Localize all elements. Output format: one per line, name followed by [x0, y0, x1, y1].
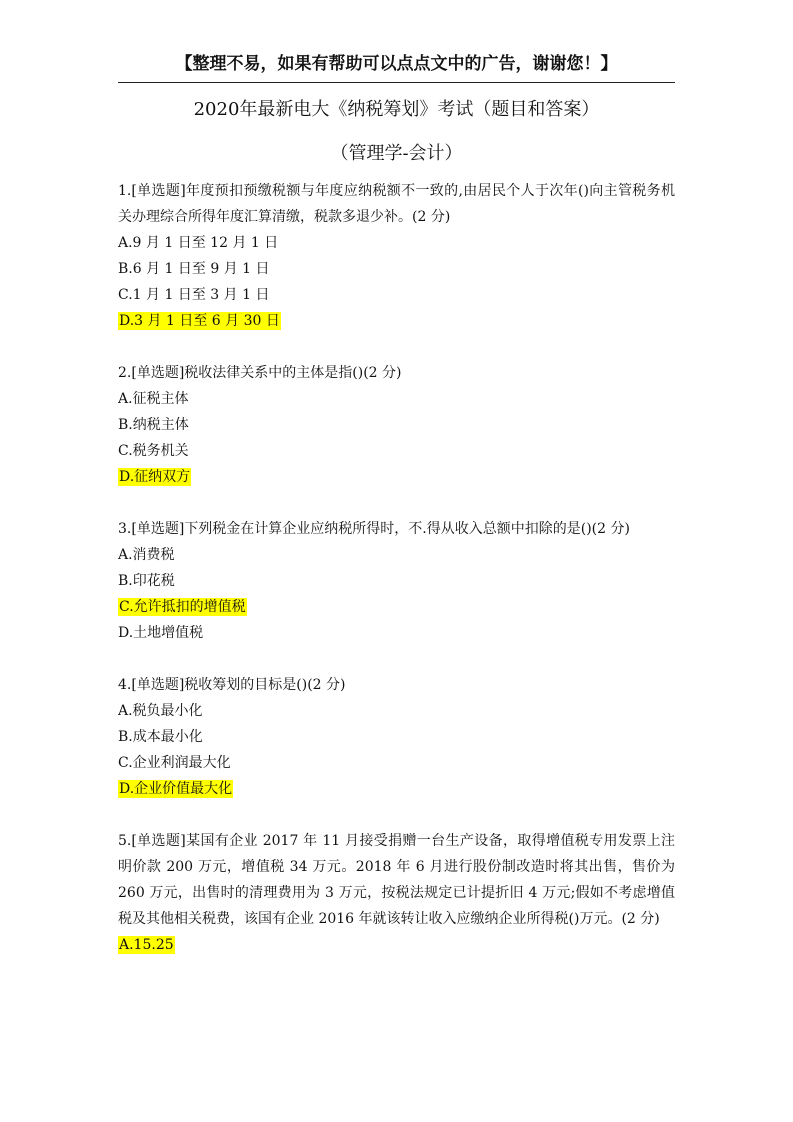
option-a: A.征税主体: [118, 391, 189, 407]
option-a-answer: [118, 932, 675, 958]
answer-highlight: A.15.25: [119, 937, 174, 953]
option-b: B.成本最小化: [118, 729, 203, 745]
question-2: [118, 360, 675, 490]
option-d-answer: [118, 308, 675, 334]
question-stem: 1.[单选题]年度预扣预缴税额与年度应纳税额不一致的,由居民个人于次年()向主管税务机关办理综合所得年度汇算清缴，税款多退少补。(2 分): [118, 183, 675, 225]
header-note: 【整理不易，如果有帮助可以点点文中的广告，谢谢您！】: [175, 54, 618, 74]
question-4: [118, 672, 675, 802]
option-a: A.税负最小化: [118, 703, 203, 719]
option-a: A.消费税: [118, 547, 175, 563]
option-c: C.企业利润最大化: [118, 755, 231, 771]
question-stem: 4.[单选题]税收筹划的目标是()(2 分): [118, 677, 346, 693]
question-list: [118, 178, 675, 984]
answer-highlight: D.企业价值最大化: [119, 781, 233, 797]
question-stem: 3.[单选题]下列税金在计算企业应纳税所得时，不.得从收入总额中扣除的是()(2 分): [118, 521, 630, 537]
option-b: B.印花税: [118, 573, 175, 589]
option-d: D.土地增值税: [118, 625, 204, 641]
document-title: 2020年最新电大《纳税筹划》考试（题目和答案）: [193, 99, 600, 120]
header-divider: [118, 82, 675, 83]
question-stem: 2.[单选题]税收法律关系中的主体是指()(2 分): [118, 365, 402, 381]
answer-highlight: C.允许抵扣的增值税: [119, 599, 246, 615]
option-d-answer: [118, 464, 675, 490]
question-3: [118, 516, 675, 646]
option-c: C.税务机关: [118, 443, 189, 459]
question-stem: 5.[单选题]某国有企业 2017 年 11 月接受捐赠一台生产设备，取得增值税专用发票上注明价款 200 万元，增值税 34 万元。2018 年 6 月进行股份制改造时将其出售，售价为 260 万元，出售时的清理费用为 3 万元，按税法规定已计提折旧 4 万元;假如不考虑增值税及其他相关税费，该国有企业 2016 年就该转让收入应缴纳企业所得税()万元。(2 分): [118, 833, 675, 927]
option-b: B.6 月 1 日至 9 月 1 日: [118, 261, 270, 277]
answer-highlight: D.征纳双方: [119, 469, 191, 485]
option-c: C.1 月 1 日至 3 月 1 日: [118, 287, 270, 303]
option-d-answer: [118, 776, 675, 802]
document-subtitle: （管理学-会计）: [330, 143, 463, 164]
question-5: [118, 828, 675, 958]
option-c-answer: [118, 594, 675, 620]
option-b: B.纳税主体: [118, 417, 189, 433]
answer-highlight: D.3 月 1 日至 6 月 30 日: [119, 313, 280, 329]
question-1: [118, 178, 675, 334]
option-a: A.9 月 1 日至 12 月 1 日: [118, 235, 279, 251]
